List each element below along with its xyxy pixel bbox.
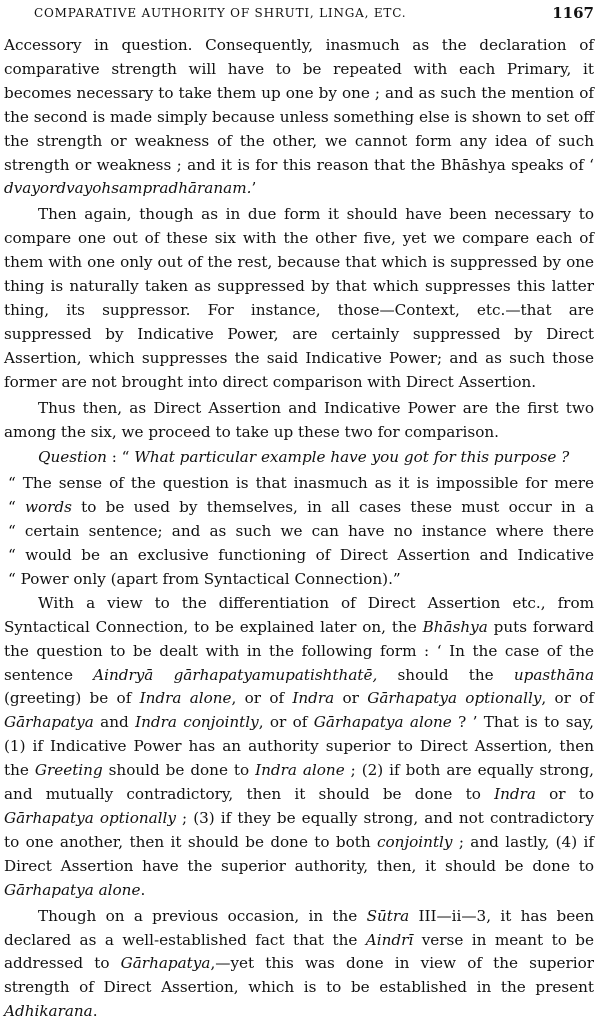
italic-text: Indra alone [139, 689, 232, 708]
italic-text: dvayordvayohsampradhāranam. [4, 179, 252, 198]
text-run: or to [535, 785, 594, 804]
text-run: , or of [258, 713, 314, 732]
text-run: ? ’ That is to say, (1) if Indicative Power has an authority superior to Direct Assertion, then the [4, 713, 595, 780]
text-run: ,—yet this was done in view of the superior strength of Direct Assertion, which is to be established in the present [4, 954, 594, 997]
text-run: should the [377, 665, 514, 684]
text-run: Then again, though as in due form it should have been necessary to compare one out of these six with the other five, yet we compare each of them with one only out of the rest, because that which is suppressed by one thing is naturally taken as suppressed by that which suppresses this latter thing, its suppressor. For instance, those—Context, etc.—that are suppressed by Indicative Power, are certainly suppressed by Direct Assertion, which suppresses the said Indicative Power; and as such those former are not brought into direct comparison with Direct Assertion. [4, 205, 594, 391]
header-title: COMPARATIVE AUTHORITY OF SHRUTI, LINGA, ETC. [34, 6, 407, 20]
text-run: and [93, 713, 136, 732]
italic-text: Indra alone [255, 761, 345, 780]
quote-line [4, 472, 594, 496]
text-run: Though on a previous occasion, in the [38, 906, 367, 925]
text-run: puts forward the question to be dealt with in the following form : ‘ In the case of the sentence [4, 617, 594, 684]
paragraph [4, 592, 594, 903]
italic-text: Indra [292, 689, 335, 708]
italic-text: Sūtra [366, 906, 410, 925]
text-run: Accessory in question. Consequently, inasmuch as the declaration of comparative strength will have to be repeated with each Primary, it becomes necessary to take them up one by one ; and as such the mention of the second is made simply because unless something else is shown to set off the strength or weakness of the other, we cannot form any idea of such strength or weakness ; and it is for this reason that the Bhāshya speaks of ‘ [4, 36, 594, 174]
text-run: “ [8, 498, 26, 517]
text-run: “ Power only (apart from Syntactical Connection).” [8, 569, 401, 588]
text-run: ; and lastly, (4) if Direct Assertion have the superior authority, then, it should be done to [4, 832, 594, 875]
italic-text: Aindrī [365, 930, 414, 949]
running-header [34, 4, 594, 24]
page-number: 1167 [552, 4, 594, 22]
quote-line [4, 520, 594, 544]
italic-text: Gārhapatya alone [4, 880, 141, 899]
italic-text: Gārhapatya [4, 713, 94, 732]
text-run: , or of [231, 689, 293, 708]
text-run: (greeting) be of [4, 689, 140, 708]
italic-text: Gārhapatya optionally [367, 689, 542, 708]
paragraph [4, 203, 594, 394]
text-run: or [334, 689, 368, 708]
text-run: III—ii—3, it has been declared as a well-established fact that the [4, 906, 594, 949]
text-run: Thus then, as Direct Assertion and Indicative Power are the first two among the six, we proceed to take up these two for comparison. [4, 398, 594, 441]
quote-line [4, 544, 594, 568]
text-run: to be used by themselves, in all cases these must occur in a [71, 498, 594, 517]
italic-text: words [25, 498, 72, 517]
text-run: , or of [541, 689, 594, 708]
text-run: ’ [251, 179, 257, 198]
text-run: should be done to [102, 761, 256, 780]
text-run: With a view to the differentiation of Direct Assertion etc., from Syntactical Connection, to be explained later on, the [4, 593, 594, 636]
italic-text: conjointly [377, 832, 453, 851]
text-run: . [92, 1002, 98, 1021]
text-run: : “ [106, 448, 135, 467]
italic-text: upasthāna [513, 665, 595, 684]
italic-text: Bhāshya [422, 617, 488, 636]
text-run: verse in meant to be addressed to [4, 930, 594, 973]
quoted-passage [4, 472, 594, 592]
italic-text: Indra conjointly [135, 713, 259, 732]
text-run: . [140, 880, 146, 899]
italic-text: Adhikarana [4, 1002, 93, 1021]
body-text [4, 34, 594, 1026]
quote-line [4, 496, 594, 520]
italic-text: Gārhapatya alone [313, 713, 452, 732]
italic-text: What particular example have you got for this purpose ? [134, 448, 570, 467]
quote-line [4, 568, 594, 592]
italic-text: Gārhapatya [120, 954, 211, 973]
italic-text: Aindryā gārhapatyamupatishthatē, [93, 665, 378, 684]
paragraph [4, 34, 594, 201]
italic-text: Indra [494, 785, 536, 804]
question-paragraph [4, 446, 594, 470]
text-run: “ would be an exclusive functioning of Direct Assertion and Indicative [8, 546, 594, 565]
text-run: “ certain sentence; and as such we can have no instance where there [8, 522, 594, 541]
italic-text: Gārhapatya optionally [4, 809, 176, 827]
paragraph [4, 397, 594, 445]
text-run: “ The sense of the question is that inasmuch as it is impossible for mere [8, 474, 594, 493]
text-run: ; (3) if they be equally strong, and not contradictory to one another, then it should be done to both [4, 809, 594, 851]
paragraph [4, 905, 594, 1025]
text-run: ; (2) if both are equally strong, and mutually contradictory, then it should be done to [4, 761, 594, 804]
italic-text: Question [38, 448, 107, 467]
italic-text: Greeting [34, 761, 103, 780]
